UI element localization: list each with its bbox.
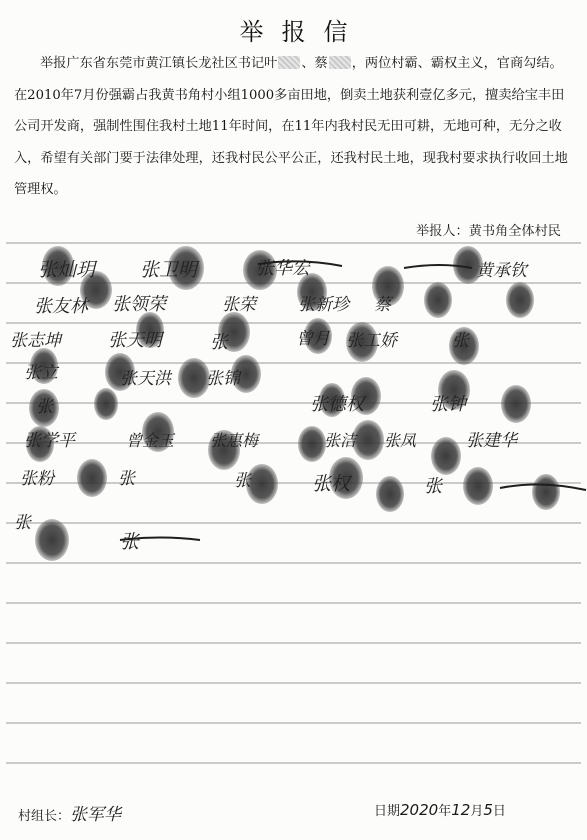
date-label: 日期 [374,804,401,819]
leader-label: 村组长： [18,809,71,824]
leader-line [18,800,121,825]
signature-text: 张灿玥 [38,259,96,281]
date-month-unit: 月 [470,804,484,819]
signature-text: 张友林 [34,296,88,317]
signature-text: 张 [452,331,469,351]
date-year: 2020 [400,801,439,819]
signature-text: 张 [118,469,135,489]
signature-text: 张领荣 [112,294,166,315]
date-year-unit: 年 [438,804,452,819]
signature-text: 张 [234,471,251,491]
signature-text: 蔡 [374,295,391,315]
date-month: 12 [451,801,471,819]
signature-text: 张工娇 [346,331,397,351]
signature-text: 曾金玉 [126,431,175,450]
signature-text: 张天明 [108,330,162,351]
body-part-2: 、蔡 [301,56,328,71]
signature-text: 张洁 [324,431,357,450]
fingerprint-group [26,246,560,561]
signature-text: 张锦 [206,369,240,389]
signature-text: 黄承钦 [476,261,527,281]
body-part-1: 举报广东省东莞市黄江镇长龙社区书记叶 [40,56,278,71]
signature-text: 张 [210,332,228,353]
signature-text: 张华宏 [256,258,310,279]
date-day-unit: 日 [492,804,506,819]
signature-text: 张钟 [430,394,466,415]
letter-title: 举报信 [239,18,366,46]
reporter-label: 举报人： [415,224,469,239]
signature-text: 张凤 [384,431,417,450]
reporter-value: 黄书角全体村民 [468,224,561,239]
date-day: 5 [483,801,493,819]
signature-text: 张粉 [20,469,54,489]
leader-signature: 张军华 [70,805,122,825]
signature-text: 张立 [24,363,58,383]
signature-text: 张学平 [24,431,75,451]
signature-text: 张新珍 [298,295,349,315]
signature-text: 张天洪 [120,369,171,389]
signature-text: 张 [14,513,31,533]
signature-text: 张 [424,476,442,497]
signature-text: 张 [36,397,53,417]
signature-text: 张卫明 [140,259,198,281]
signature-text: 张 [120,531,140,553]
signature-text: 张德权 [310,394,364,415]
signature-text: 张建华 [466,431,517,451]
body-part-3: ，两位村霸、霸权主义，官商勾结。在2010年7月份强霸占我黄书角村小组1000多亩田地，倒卖土地获利壹亿多元，擅卖给宝丰田公司开发商，强制性围住我村土地11年时间，在11年内我村民无田可耕，无地可种，无分之收入，希望有关部门要于法律处理，还我村民公平公正，还我村民土地，现我村要求执行收回土地管理权。 [14,56,568,197]
signature-text: 张权 [312,473,351,495]
signature-text: 张志坤 [10,331,61,351]
signature-text: 曾月 [296,329,330,349]
signature-text: 张惠梅 [210,431,259,450]
signature-text: 张荣 [222,295,256,315]
date-line [374,800,506,819]
